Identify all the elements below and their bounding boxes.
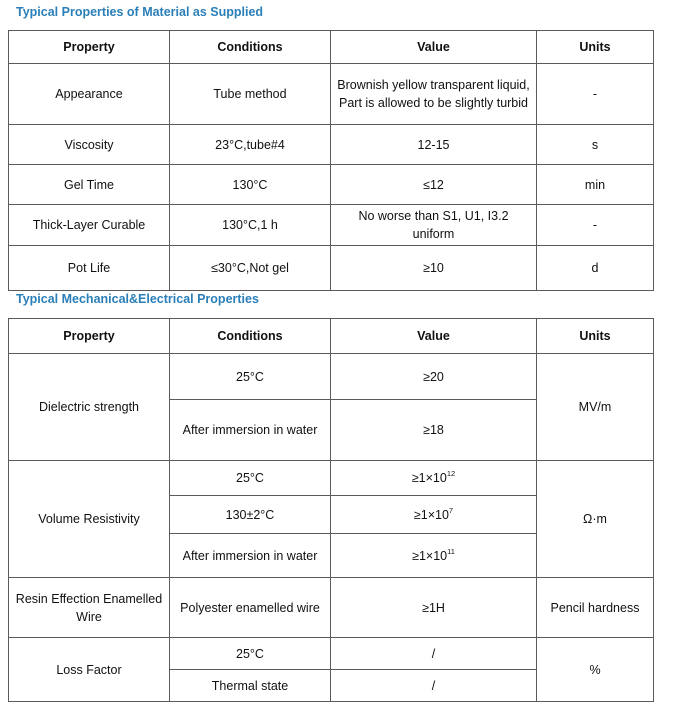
table-row <box>9 205 654 246</box>
conditions-cell: 130±2°C <box>170 496 331 534</box>
table-row <box>9 578 654 638</box>
table-row <box>9 125 654 165</box>
table-row <box>9 461 654 496</box>
property-cell: Thick-Layer Curable <box>9 205 170 246</box>
header-units: Units <box>537 31 654 64</box>
property-cell: Loss Factor <box>9 638 170 702</box>
table-row <box>9 246 654 291</box>
value-cell: / <box>331 670 537 702</box>
mechanical-electrical-table <box>8 318 654 702</box>
property-cell: Viscosity <box>9 125 170 165</box>
value-base: ≥1×10 <box>412 548 448 563</box>
units-cell: % <box>537 638 654 702</box>
table-row <box>9 638 654 670</box>
header-conditions: Conditions <box>170 319 331 354</box>
value-cell: ≥1H <box>331 578 537 638</box>
value-cell: ≥10 <box>331 246 537 291</box>
property-cell: Pot Life <box>9 246 170 291</box>
table-row <box>9 354 654 400</box>
value-cell: 12-15 <box>331 125 537 165</box>
value-cell: ≥20 <box>331 354 537 400</box>
value-base: ≥1×10 <box>411 471 447 485</box>
conditions-cell: 130°C <box>170 165 331 205</box>
conditions-cell: 23°C,tube#4 <box>170 125 331 165</box>
table-header-row <box>9 31 654 64</box>
header-value: Value <box>331 31 537 64</box>
section-title-supplied: Typical Properties of Material as Supplied <box>16 5 264 19</box>
property-cell: Dielectric strength <box>9 354 170 461</box>
supplied-properties-table <box>8 30 654 291</box>
value-exponent: 7 <box>448 505 454 515</box>
header-property: Property <box>9 319 170 354</box>
value-cell: / <box>331 638 537 670</box>
units-cell: s <box>537 125 654 165</box>
table-header-row <box>9 319 654 354</box>
conditions-cell: After immersion in water <box>170 534 331 578</box>
value-cell: ≥18 <box>331 400 537 461</box>
header-conditions: Conditions <box>170 31 331 64</box>
value-cell: ≤12 <box>331 165 537 205</box>
conditions-cell: Tube method <box>170 64 331 125</box>
header-value: Value <box>331 319 537 354</box>
units-cell: - <box>537 64 654 125</box>
value-cell <box>331 496 537 534</box>
property-cell: Volume Resistivity <box>9 461 170 578</box>
property-cell: Gel Time <box>9 165 170 205</box>
value-cell <box>331 461 537 496</box>
property-cell: Appearance <box>9 64 170 125</box>
value-cell: Brownish yellow transparent liquid, Part is allowed to be slightly turbid <box>331 64 537 125</box>
section-title-mechanical: Typical Mechanical&Electrical Properties <box>16 292 259 306</box>
conditions-cell: Polyester enamelled wire <box>170 578 331 638</box>
units-cell: MV/m <box>537 354 654 461</box>
table-row <box>9 165 654 205</box>
units-cell: d <box>537 246 654 291</box>
property-cell: Resin Effection Enamelled Wire <box>9 578 170 638</box>
header-units: Units <box>537 319 654 354</box>
value-cell: No worse than S1, U1, I3.2 uniform <box>331 205 537 246</box>
value-exponent: 11 <box>447 546 455 556</box>
units-cell: min <box>537 165 654 205</box>
header-property: Property <box>9 31 170 64</box>
conditions-cell: 25°C <box>170 354 331 400</box>
conditions-cell: 25°C <box>170 638 331 670</box>
units-cell: Pencil hardness <box>537 578 654 638</box>
table-row <box>9 64 654 125</box>
units-cell: Ω·m <box>537 461 654 578</box>
conditions-cell: After immersion in water <box>170 400 331 461</box>
value-cell <box>331 534 537 578</box>
conditions-cell: 25°C <box>170 461 331 496</box>
units-cell: - <box>537 205 654 246</box>
conditions-cell: ≤30°C,Not gel <box>170 246 331 291</box>
conditions-cell: 130°C,1 h <box>170 205 331 246</box>
conditions-cell: Thermal state <box>170 670 331 702</box>
value-base: ≥1×10 <box>413 507 449 522</box>
value-exponent: 12 <box>446 469 456 478</box>
